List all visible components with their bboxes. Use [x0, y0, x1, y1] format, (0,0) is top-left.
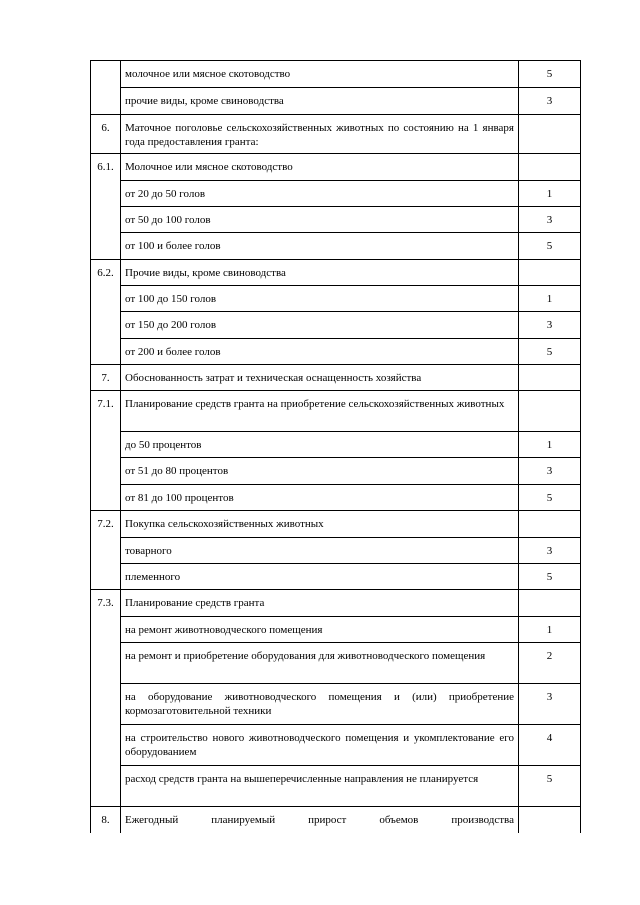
table-row — [91, 312, 581, 339]
criterion-text: расход средств гранта на вышеперечисленные направления не планируется — [121, 766, 519, 807]
score-value: 3 — [519, 312, 581, 339]
row-number: 6. — [91, 115, 121, 154]
criterion-text: племенного — [121, 564, 519, 590]
criteria-table — [90, 60, 581, 833]
criterion-text: от 100 до 150 голов — [121, 286, 519, 312]
criterion-text: на ремонт и приобретение оборудования для животноводческого помещения — [121, 643, 519, 684]
row-number — [91, 725, 121, 766]
row-number — [91, 207, 121, 233]
score-value — [519, 260, 581, 286]
score-value — [519, 391, 581, 432]
score-value: 1 — [519, 286, 581, 312]
table-row — [91, 564, 581, 590]
criterion-text: от 100 и более голов — [121, 233, 519, 260]
table-row — [91, 432, 581, 458]
table-row — [91, 766, 581, 807]
criterion-text: на ремонт животноводческого помещения — [121, 617, 519, 643]
row-number — [91, 538, 121, 564]
score-value: 3 — [519, 538, 581, 564]
table-row — [91, 286, 581, 312]
table-row — [91, 617, 581, 643]
row-number: 6.2. — [91, 260, 121, 286]
score-value: 4 — [519, 725, 581, 766]
table-row — [91, 538, 581, 564]
score-value: 3 — [519, 458, 581, 485]
table-row — [91, 88, 581, 115]
criterion-text: на оборудование животноводческого помещения и (или) приобретение кормозаготовительной техники — [121, 684, 519, 725]
score-value: 5 — [519, 339, 581, 365]
criterion-text: Обоснованность затрат и техническая оснащенность хозяйства — [121, 365, 519, 391]
criterion-text: от 81 до 100 процентов — [121, 485, 519, 511]
score-value: 3 — [519, 684, 581, 725]
row-number — [91, 458, 121, 485]
score-value — [519, 590, 581, 617]
table-row — [91, 511, 581, 538]
criterion-text: от 150 до 200 голов — [121, 312, 519, 339]
table-row — [91, 458, 581, 485]
score-value: 5 — [519, 564, 581, 590]
score-value: 5 — [519, 233, 581, 260]
row-number: 7.3. — [91, 590, 121, 617]
score-value — [519, 115, 581, 154]
row-number — [91, 88, 121, 115]
criterion-text: Планирование средств гранта — [121, 590, 519, 617]
criterion-text: прочие виды, кроме свиноводства — [121, 88, 519, 115]
criterion-text: от 200 и более голов — [121, 339, 519, 365]
table-row — [91, 233, 581, 260]
criterion-text: Молочное или мясное скотоводство — [121, 154, 519, 181]
criterion-text: от 20 до 50 голов — [121, 181, 519, 207]
row-number — [91, 339, 121, 365]
score-value: 2 — [519, 643, 581, 684]
row-number — [91, 61, 121, 88]
row-number — [91, 233, 121, 260]
row-number — [91, 286, 121, 312]
table-row — [91, 115, 581, 154]
criterion-text: от 50 до 100 голов — [121, 207, 519, 233]
table-row — [91, 485, 581, 511]
table-row — [91, 391, 581, 432]
table-row — [91, 207, 581, 233]
row-number — [91, 766, 121, 807]
row-number: 7.2. — [91, 511, 121, 538]
table-row — [91, 339, 581, 365]
score-value: 3 — [519, 88, 581, 115]
row-number: 7. — [91, 365, 121, 391]
row-number: 6.1. — [91, 154, 121, 181]
score-value: 1 — [519, 617, 581, 643]
row-number — [91, 684, 121, 725]
table-row — [91, 643, 581, 684]
criterion-text: Ежегодный планируемый прирост объемов производства — [121, 807, 519, 833]
score-value: 1 — [519, 432, 581, 458]
table-row — [91, 181, 581, 207]
criterion-text: от 51 до 80 процентов — [121, 458, 519, 485]
table-row — [91, 725, 581, 766]
table-row — [91, 61, 581, 88]
criterion-text: Покупка сельскохозяйственных животных — [121, 511, 519, 538]
criterion-text: на строительство нового животноводческого помещения и укомплектование его оборудованием — [121, 725, 519, 766]
table-row — [91, 260, 581, 286]
table-row — [91, 684, 581, 725]
criterion-text: до 50 процентов — [121, 432, 519, 458]
row-number — [91, 643, 121, 684]
criterion-text: Прочие виды, кроме свиноводства — [121, 260, 519, 286]
score-value: 1 — [519, 181, 581, 207]
table-row — [91, 154, 581, 181]
row-number — [91, 485, 121, 511]
criterion-text: молочное или мясное скотоводство — [121, 61, 519, 88]
criterion-text: Маточное поголовье сельскохозяйственных животных по состоянию на 1 января года предоставления гранта: — [121, 115, 519, 154]
row-number — [91, 564, 121, 590]
row-number — [91, 432, 121, 458]
criterion-text: Планирование средств гранта на приобретение сельскохозяйственных животных — [121, 391, 519, 432]
score-value: 5 — [519, 766, 581, 807]
row-number: 8. — [91, 807, 121, 833]
score-value: 5 — [519, 485, 581, 511]
table-row — [91, 365, 581, 391]
score-value: 5 — [519, 61, 581, 88]
criterion-text: товарного — [121, 538, 519, 564]
row-number — [91, 181, 121, 207]
score-value: 3 — [519, 207, 581, 233]
score-value — [519, 154, 581, 181]
score-value — [519, 365, 581, 391]
score-value — [519, 807, 581, 833]
table-row — [91, 807, 581, 833]
row-number — [91, 617, 121, 643]
table-row — [91, 590, 581, 617]
row-number — [91, 312, 121, 339]
score-value — [519, 511, 581, 538]
row-number: 7.1. — [91, 391, 121, 432]
